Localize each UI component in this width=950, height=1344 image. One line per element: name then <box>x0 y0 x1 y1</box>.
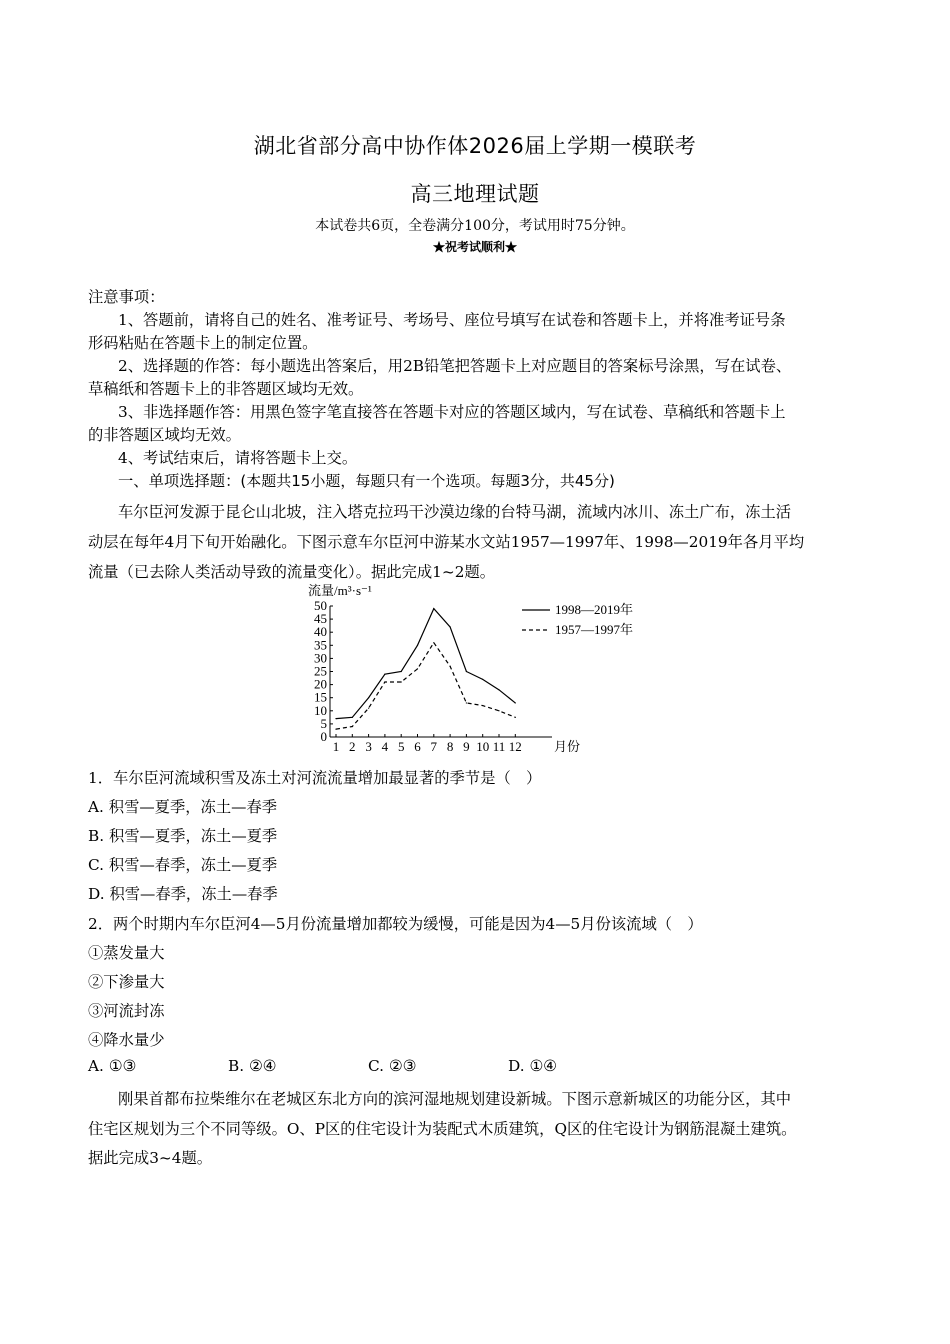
passage-line: 动层在每年4月下旬开始融化。下图示意车尔臣河中游某水文站1957—1997年、1998—2019年各月平均 <box>88 533 805 551</box>
paper-subtitle: 高三地理试题 <box>410 182 540 206</box>
series-line-1957-1997 <box>336 643 515 729</box>
data-point-1998-2019 <box>401 671 402 672</box>
chart-xlabel: 月份 <box>554 739 581 754</box>
question-2-item: ①蒸发量大 <box>88 944 165 962</box>
notice-line: 4、考试结束后，请将答题卡上交。 <box>118 449 358 467</box>
data-point-1957-1997 <box>482 705 483 706</box>
data-point-1998-2019 <box>352 717 353 718</box>
passage-line: 刚果首都布拉柴维尔在老城区东北方向的滨河湿地规划建设新城。下图示意新城区的功能分区，其中 <box>118 1090 792 1108</box>
y-tick-label: 20 <box>314 676 327 692</box>
notice-line: 形码粘贴在答题卡上的制定位置。 <box>88 334 318 352</box>
data-point-1998-2019 <box>466 671 467 672</box>
x-tick-label: 10 <box>476 739 490 754</box>
y-tick-label: 40 <box>314 624 327 640</box>
question-2-item: ④降水量少 <box>88 1031 165 1049</box>
data-point-1957-1997 <box>401 681 402 682</box>
chart-ylabel: 流量/m³·s⁻¹ <box>308 583 372 598</box>
x-tick-label: 3 <box>365 739 372 754</box>
question-1-option-b[interactable]: B. 积雪—夏季，冻土—夏季 <box>88 827 278 845</box>
series-line-1998-2019 <box>336 609 515 719</box>
question-2-item: ③河流封冻 <box>88 1002 165 1020</box>
question-1-option-a[interactable]: A. 积雪—夏季，冻土—春季 <box>88 798 278 816</box>
y-tick-label: 5 <box>320 715 327 731</box>
data-point-1998-2019 <box>384 674 385 675</box>
exam-info: 本试卷共6页，全卷满分100分，考试用时75分钟。 <box>315 218 635 234</box>
y-tick-label: 50 <box>314 598 327 613</box>
data-point-1957-1997 <box>450 666 451 667</box>
question-2-choice-a[interactable]: A. ①③ <box>88 1057 137 1075</box>
y-tick-label: 15 <box>314 689 327 705</box>
y-tick-label: 25 <box>314 663 327 679</box>
notice-line: 草稿纸和答题卡上的非答题区域均无效。 <box>88 380 364 398</box>
notice-line: 1、答题前，请将自己的姓名、准考证号、考场号、座位号填写在试卷和答题卡上，并将准考证号条 <box>118 311 786 329</box>
legend-label-1998-2019: 1998—2019年 <box>555 602 634 617</box>
legend-label-1957-1997: 1957—1997年 <box>555 622 634 637</box>
data-point-1957-1997 <box>335 729 336 730</box>
data-point-1957-1997 <box>352 726 353 727</box>
passage-line: 流量（已去除人类活动导致的流量变化）。据此完成1~2题。 <box>88 563 496 581</box>
data-point-1998-2019 <box>482 679 483 680</box>
question-2-choice-b[interactable]: B. ②④ <box>228 1057 277 1075</box>
data-point-1957-1997 <box>433 642 434 643</box>
question-1-option-c[interactable]: C. 积雪—春季，冻土—夏季 <box>88 856 278 874</box>
notice-line: 3、非选择题作答：用黑色签字笔直接答在答题卡对应的答题区域内，写在试卷、草稿纸和答题卡上 <box>118 403 786 421</box>
passage-line: 车尔臣河发源于昆仑山北坡，注入塔克拉玛干沙漠边缘的台特马湖，流域内冰川、冻土广布，冻土活 <box>118 503 792 521</box>
paper-title: 湖北省部分高中协作体2026届上学期一模联考 <box>253 134 697 158</box>
y-tick-label: 35 <box>314 637 327 653</box>
notice-heading: 注意事项： <box>88 288 165 306</box>
data-point-1957-1997 <box>515 717 516 718</box>
question-2-stem: 2．两个时期内车尔臣河4—5月份流量增加都较为缓慢，可能是因为4—5月份该流域（ ） <box>88 915 703 933</box>
x-tick-label: 7 <box>430 739 438 754</box>
flow-chart <box>290 580 634 760</box>
y-tick-label: 10 <box>314 702 327 718</box>
notice-line: 2、选择题的作答：每小题选出答案后，用2B铅笔把答题卡上对应题目的答案标号涂黑，写在试卷、 <box>118 357 792 375</box>
question-2-choice-c[interactable]: C. ②③ <box>368 1057 417 1075</box>
question-2-item: ②下渗量大 <box>88 973 165 991</box>
data-point-1998-2019 <box>450 626 451 627</box>
x-tick-label: 12 <box>508 739 522 754</box>
data-point-1957-1997 <box>417 668 418 669</box>
data-point-1998-2019 <box>433 608 434 609</box>
section-heading <box>118 469 615 491</box>
notice-line: 的非答题区域均无效。 <box>88 426 241 444</box>
data-point-1957-1997 <box>466 702 467 703</box>
data-point-1998-2019 <box>515 702 516 703</box>
question-1-stem: 1．车尔臣河流域积雪及冻土对河流流量增加最显著的季节是（ ） <box>88 769 542 787</box>
passage-line: 住宅区规划为三个不同等级。O、P区的住宅设计为装配式木质建筑，Q区的住宅设计为钢筋混凝土建筑。 <box>88 1120 797 1138</box>
data-point-1998-2019 <box>335 718 336 719</box>
x-tick-label: 8 <box>446 739 454 754</box>
y-tick-label: 45 <box>314 611 327 627</box>
section-description: (本题共15小题，每题只有一个选项。每题3分，共45分) <box>240 472 615 490</box>
good-luck-wish: ★祝考试顺利★ <box>432 240 517 254</box>
x-tick-label: 4 <box>381 739 389 754</box>
data-point-1998-2019 <box>417 645 418 646</box>
passage-line: 据此完成3~4题。 <box>88 1149 213 1167</box>
data-point-1957-1997 <box>498 710 499 711</box>
x-tick-label: 11 <box>492 739 506 754</box>
data-point-1957-1997 <box>368 708 369 709</box>
data-point-1957-1997 <box>384 681 385 682</box>
x-tick-label: 1 <box>332 739 340 754</box>
question-1-option-d[interactable]: D. 积雪—春季，冻土—春季 <box>88 885 278 903</box>
data-point-1998-2019 <box>368 697 369 698</box>
section-label: 一、单项选择题： <box>118 472 241 490</box>
x-tick-label: 5 <box>397 739 405 754</box>
y-tick-label: 30 <box>314 650 327 666</box>
y-tick-label: 0 <box>320 729 327 744</box>
x-tick-label: 6 <box>414 739 421 754</box>
question-2-choice-d[interactable]: D. ①④ <box>508 1057 557 1075</box>
x-tick-label: 9 <box>463 739 470 754</box>
data-point-1998-2019 <box>498 689 499 690</box>
x-tick-label: 2 <box>349 739 356 754</box>
